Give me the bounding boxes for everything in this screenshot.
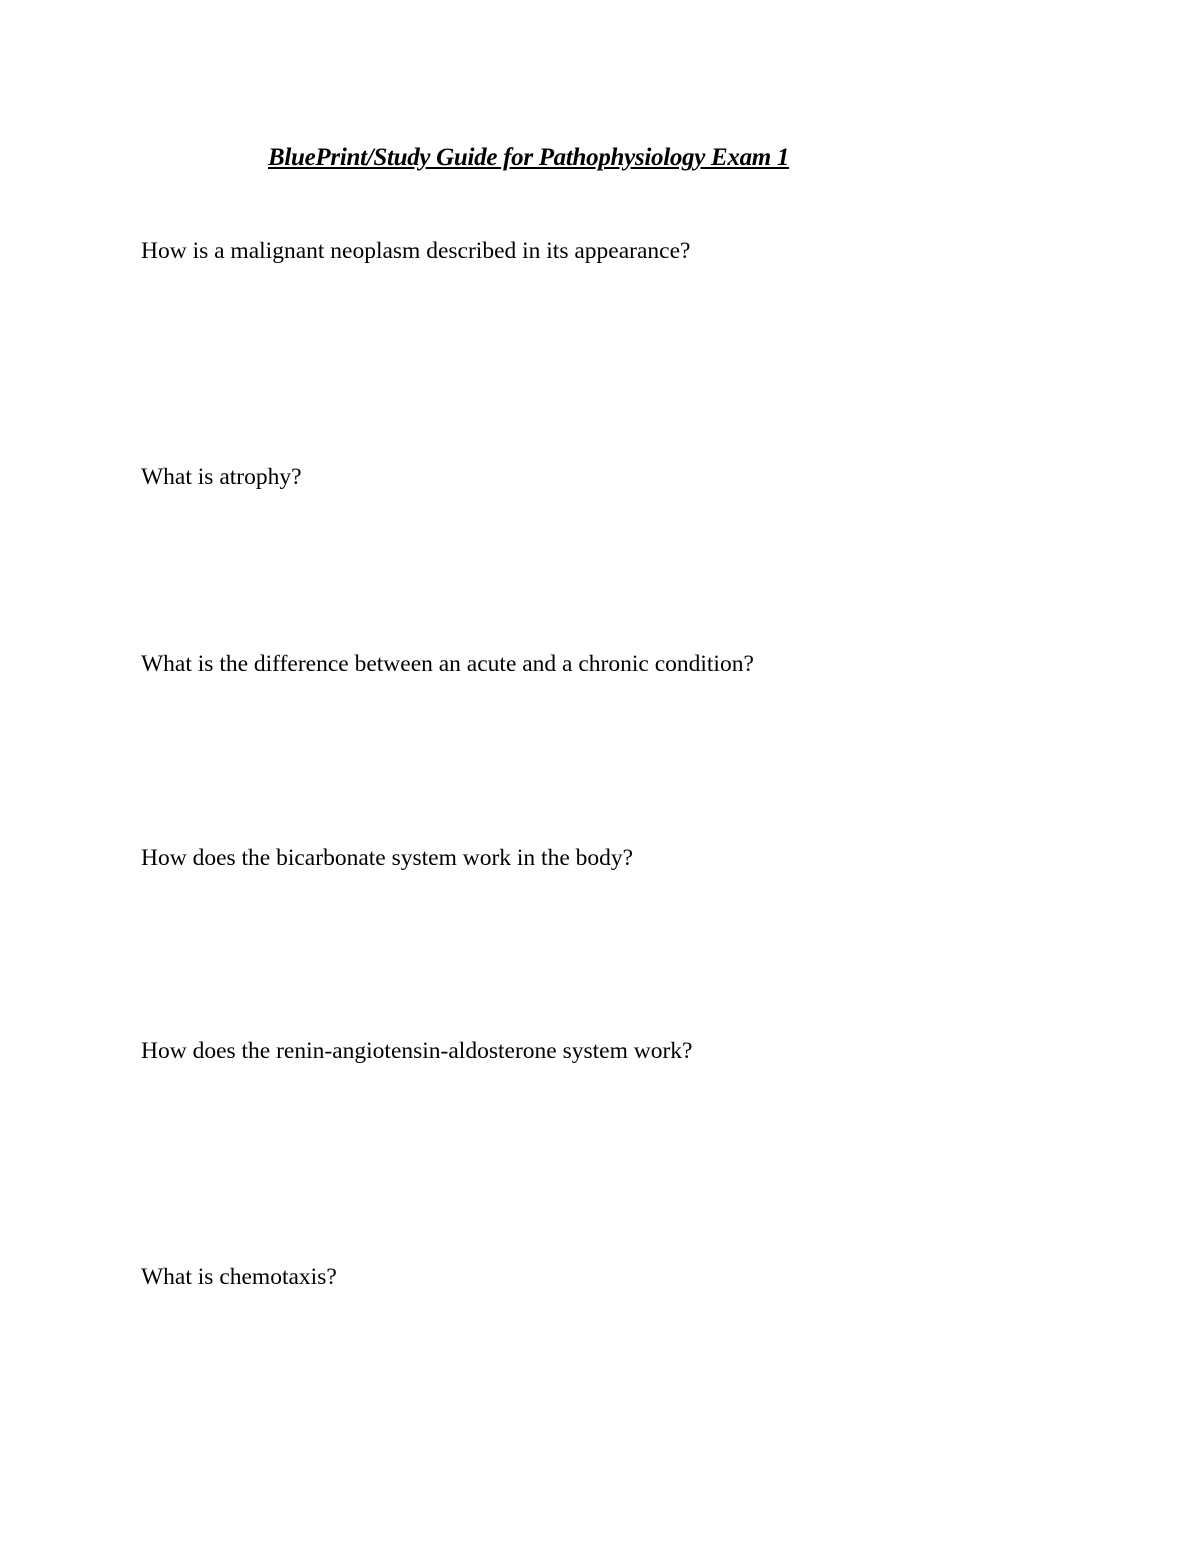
document-title: BluePrint/Study Guide for Pathophysiology Exam 1: [268, 144, 790, 171]
question-bicarbonate-system: How does the bicarbonate system work in the body?: [141, 845, 634, 871]
question-acute-chronic: What is the difference between an acute and a chronic condition?: [141, 651, 754, 677]
question-chemotaxis: What is chemotaxis?: [141, 1264, 337, 1290]
question-malignant-neoplasm: How is a malignant neoplasm described in its appearance?: [141, 238, 691, 264]
question-raas: How does the renin-angiotensin-aldosterone system work?: [141, 1038, 693, 1064]
question-atrophy: What is atrophy?: [141, 464, 302, 490]
